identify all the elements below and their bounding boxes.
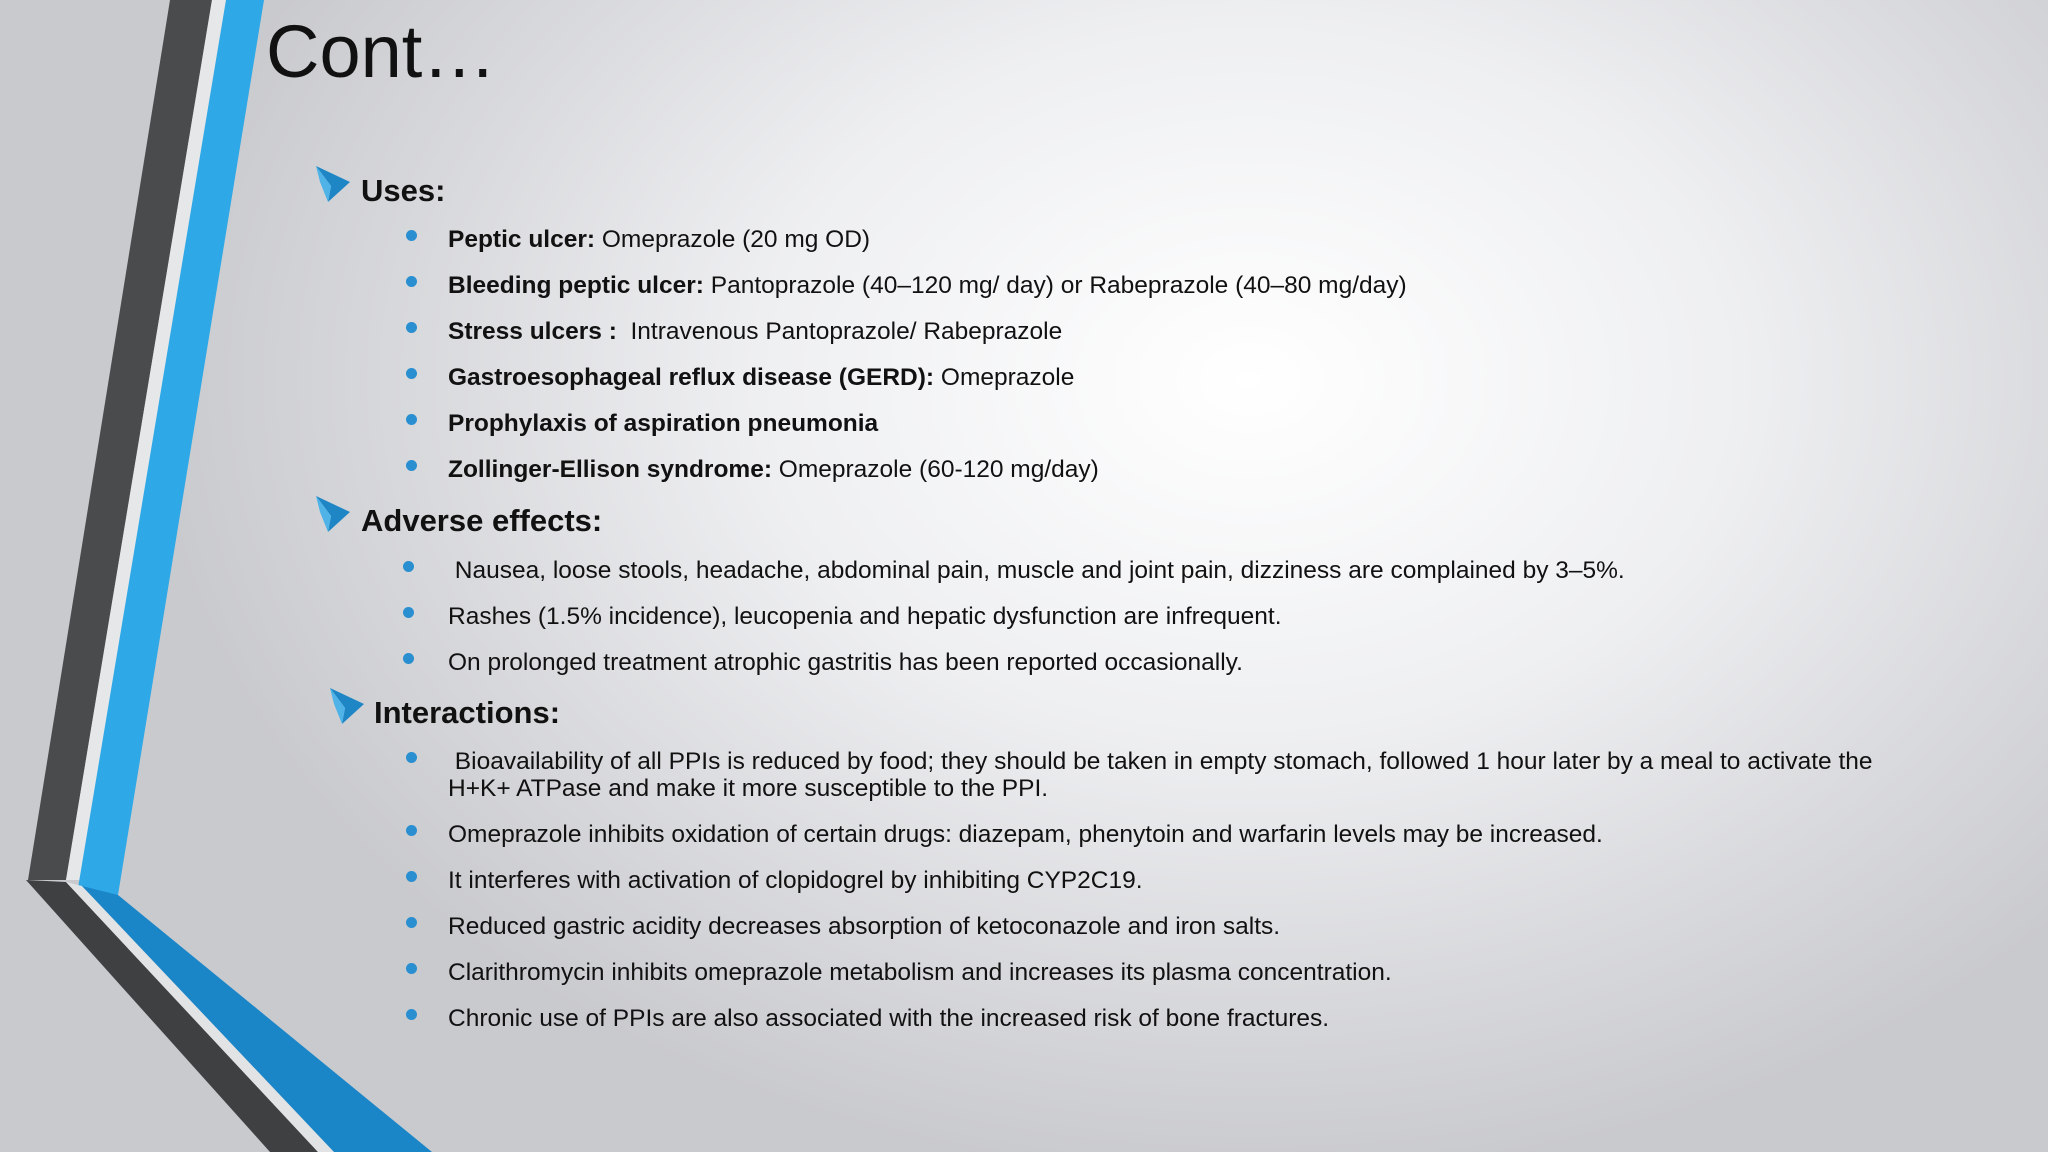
bullet-dot	[406, 322, 417, 333]
bullet-dot	[403, 607, 414, 618]
list-item: Bioavailability of all PPIs is reduced by food; they should be taken in empty stomach, followed 1 hour later by a meal to activate the	[448, 748, 1873, 775]
list-item: Bleeding peptic ulcer: Pantoprazole (40–120 mg/ day) or Rabeprazole (40–80 mg/day)	[448, 272, 1407, 299]
bullet-dot	[406, 917, 417, 928]
list-item: Nausea, loose stools, headache, abdominal pain, muscle and joint pain, dizziness are complained by 3–5%.	[448, 557, 1625, 584]
section-heading-uses: Uses:	[361, 173, 446, 208]
list-item: Chronic use of PPIs are also associated with the increased risk of bone fractures.	[448, 1005, 1330, 1032]
bullet-dot	[406, 460, 417, 471]
list-item: Clarithromycin inhibits omeprazole metabolism and increases its plasma concentration.	[448, 959, 1392, 986]
section-heading-interactions: Interactions:	[374, 695, 561, 730]
bullet-dot	[406, 276, 417, 287]
bullet-dot	[406, 825, 417, 836]
list-item: On prolonged treatment atrophic gastritis has been reported occasionally.	[448, 649, 1243, 676]
bullet-dot	[403, 653, 414, 664]
bullet-dot	[403, 561, 414, 572]
bullet-dot	[406, 368, 417, 379]
arrow-bullet-icon	[316, 496, 350, 532]
list-item: Omeprazole inhibits oxidation of certain drugs: diazepam, phenytoin and warfarin levels may be increased.	[448, 821, 1603, 848]
bullet-dot	[406, 963, 417, 974]
bullet-dot	[406, 230, 417, 241]
arrow-bullet-icon	[330, 688, 364, 724]
bullet-dot	[406, 414, 417, 425]
arrow-bullet-icon	[316, 166, 350, 202]
bullet-dot	[406, 752, 417, 763]
list-item: Reduced gastric acidity decreases absorption of ketoconazole and iron salts.	[448, 913, 1281, 940]
list-item: Peptic ulcer: Omeprazole (20 mg OD)	[448, 226, 871, 253]
list-item: It interferes with activation of clopidogrel by inhibiting CYP2C19.	[448, 867, 1143, 894]
list-item: Zollinger-Ellison syndrome: Omeprazole (60-120 mg/day)	[448, 456, 1099, 483]
list-item: Rashes (1.5% incidence), leucopenia and hepatic dysfunction are infrequent.	[448, 603, 1282, 630]
list-item-continuation: H+K+ ATPase and make it more susceptible to the PPI.	[448, 775, 1049, 802]
bullet-dot	[406, 1009, 417, 1020]
slide-title: Cont…	[266, 10, 497, 93]
section-heading-adverse-effects: Adverse effects:	[361, 503, 603, 538]
list-item: Stress ulcers : Intravenous Pantoprazole/ Rabeprazole	[448, 318, 1063, 345]
bullet-dot	[406, 871, 417, 882]
list-item: Gastroesophageal reflux disease (GERD): Omeprazole	[448, 364, 1075, 391]
list-item: Prophylaxis of aspiration pneumonia	[448, 410, 879, 437]
